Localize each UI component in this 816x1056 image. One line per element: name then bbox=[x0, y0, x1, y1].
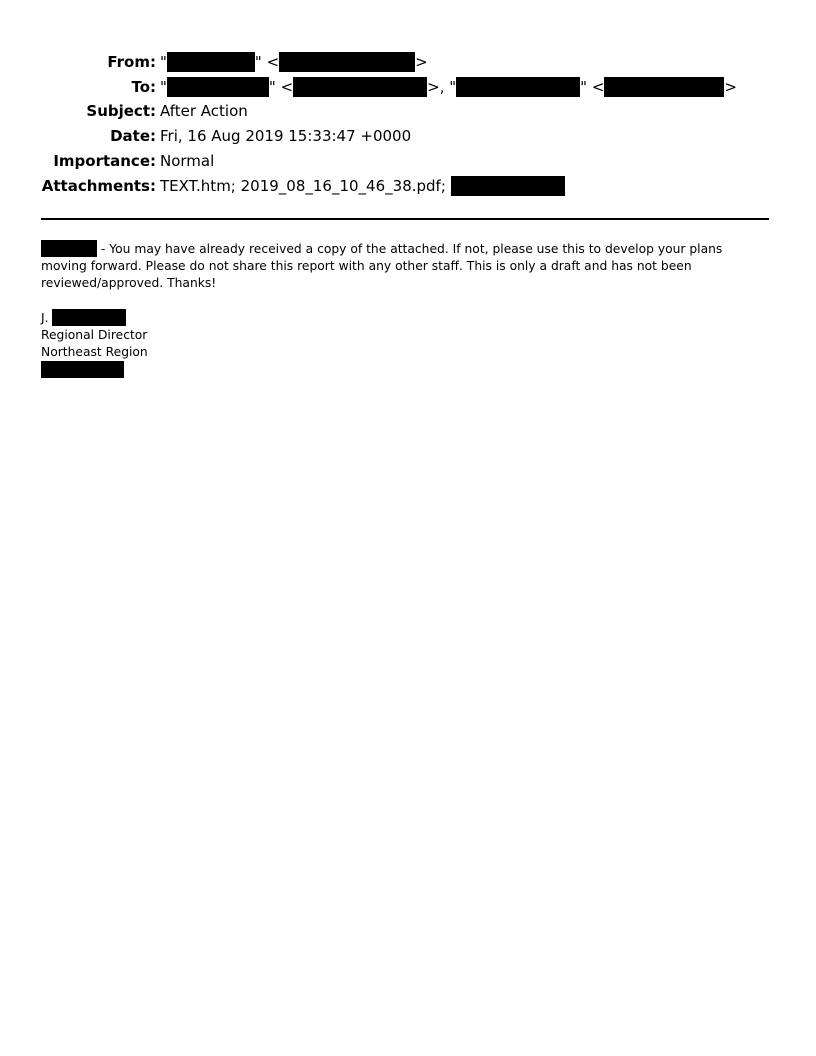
redaction-block bbox=[293, 77, 427, 97]
redaction-block bbox=[167, 52, 255, 72]
signature-title: Regional Director bbox=[41, 328, 148, 342]
signature-region: Northeast Region bbox=[41, 345, 148, 359]
attachments-value bbox=[160, 175, 565, 197]
subject-row bbox=[0, 100, 816, 122]
to-separator: >, " bbox=[427, 78, 457, 96]
attachments-label: Attachments: bbox=[41, 177, 156, 195]
subject-label: Subject: bbox=[86, 102, 156, 120]
redaction-block bbox=[41, 240, 97, 257]
signature-initial: J. bbox=[41, 311, 49, 325]
redaction-block bbox=[451, 176, 565, 196]
to-quote-open: " bbox=[160, 78, 167, 96]
signature-redacted-line bbox=[41, 361, 148, 379]
header-divider bbox=[41, 218, 769, 220]
date-label: Date: bbox=[110, 127, 156, 145]
to-value bbox=[160, 76, 737, 98]
subject-value: After Action bbox=[160, 102, 248, 120]
message-text: - You may have already received a copy of the attached. If not, please use this to develop your plans moving forward. Please do not share this report with any other staff. This is only a draft and has not been reviewed/approved. Thanks! bbox=[41, 242, 723, 290]
from-label: From: bbox=[107, 53, 156, 71]
to-separator: " < bbox=[580, 78, 605, 96]
redaction-block bbox=[456, 77, 580, 97]
from-close: > bbox=[415, 53, 428, 71]
redaction-block bbox=[604, 77, 724, 97]
from-quote-close: " < bbox=[254, 53, 280, 71]
redaction-block bbox=[41, 361, 124, 378]
importance-label: Importance: bbox=[53, 152, 156, 170]
from-quote-open: " bbox=[160, 53, 167, 71]
importance-row bbox=[0, 150, 816, 172]
date-row bbox=[0, 125, 816, 147]
redaction-block bbox=[52, 309, 126, 326]
to-label: To: bbox=[131, 78, 156, 96]
redaction-block bbox=[167, 77, 269, 97]
to-row bbox=[0, 76, 816, 98]
from-row bbox=[0, 51, 816, 73]
signature-name-line bbox=[41, 309, 148, 327]
attachments-row bbox=[0, 175, 816, 197]
message-body bbox=[41, 240, 771, 292]
signature-block bbox=[41, 309, 148, 379]
date-value: Fri, 16 Aug 2019 15:33:47 +0000 bbox=[160, 127, 412, 145]
to-close: > bbox=[724, 78, 737, 96]
to-separator: " < bbox=[268, 78, 294, 96]
attachments-list: TEXT.htm; 2019_08_16_10_46_38.pdf; bbox=[160, 177, 446, 195]
from-value bbox=[160, 51, 428, 73]
importance-value: Normal bbox=[160, 152, 215, 170]
redaction-block bbox=[279, 52, 415, 72]
